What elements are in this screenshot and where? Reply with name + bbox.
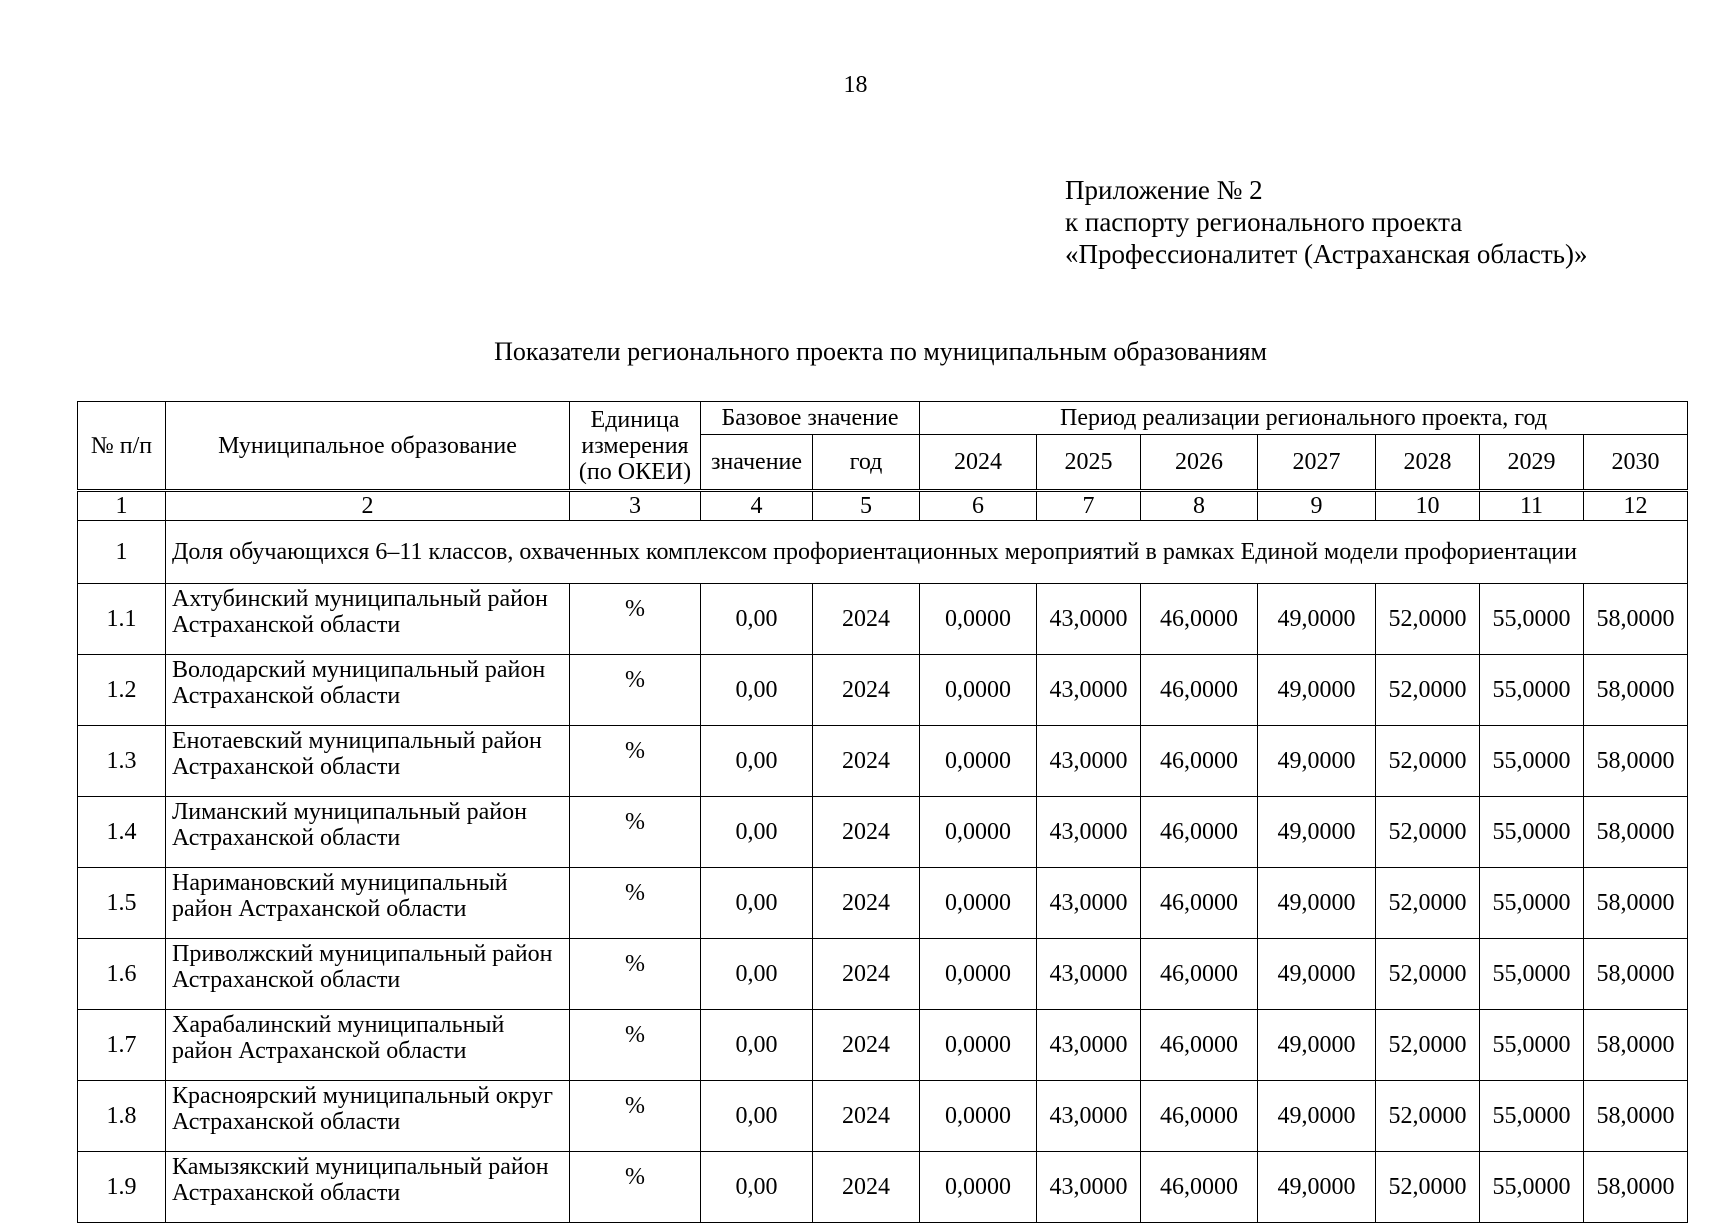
row-year-value: 43,0000 [1037, 868, 1141, 939]
row-year-value: 49,0000 [1258, 1152, 1376, 1223]
row-unit: % [570, 726, 701, 797]
row-year-value: 52,0000 [1376, 726, 1480, 797]
row-year-value: 58,0000 [1584, 726, 1688, 797]
annex-block [1065, 174, 1587, 270]
table-row [78, 1010, 1688, 1081]
row-num: 1.7 [78, 1010, 166, 1081]
row-base-value: 0,00 [701, 797, 813, 868]
row-year-value: 0,0000 [920, 1010, 1037, 1081]
row-year-value: 49,0000 [1258, 797, 1376, 868]
col-number: 6 [920, 491, 1037, 521]
row-year-value: 46,0000 [1141, 868, 1258, 939]
row-unit: % [570, 1010, 701, 1081]
page-number: 18 [843, 72, 868, 98]
col-number: 10 [1376, 491, 1480, 521]
row-year-value: 43,0000 [1037, 1081, 1141, 1152]
table-row [78, 1081, 1688, 1152]
table-row [78, 1152, 1688, 1223]
col-number: 7 [1037, 491, 1141, 521]
row-year-value: 55,0000 [1480, 726, 1584, 797]
row-municipality: Наримановский муниципальный район Астраханской области [166, 868, 570, 939]
col-number: 1 [78, 491, 166, 521]
row-unit: % [570, 1081, 701, 1152]
row-year-value: 0,0000 [920, 584, 1037, 655]
row-year-value: 52,0000 [1376, 1081, 1480, 1152]
row-unit: % [570, 584, 701, 655]
row-year-value: 55,0000 [1480, 868, 1584, 939]
row-year-value: 58,0000 [1584, 939, 1688, 1010]
row-base-value: 0,00 [701, 868, 813, 939]
header-year-2029: 2029 [1480, 435, 1584, 491]
section-num: 1 [78, 521, 166, 584]
row-year-value: 0,0000 [920, 797, 1037, 868]
row-base-year: 2024 [813, 584, 920, 655]
row-year-value: 43,0000 [1037, 584, 1141, 655]
row-num: 1.1 [78, 584, 166, 655]
row-year-value: 52,0000 [1376, 868, 1480, 939]
header-base-year: год [813, 435, 920, 491]
table-row [78, 797, 1688, 868]
row-year-value: 43,0000 [1037, 1010, 1141, 1081]
col-number: 5 [813, 491, 920, 521]
table-row [78, 939, 1688, 1010]
row-year-value: 46,0000 [1141, 1010, 1258, 1081]
row-unit: % [570, 868, 701, 939]
row-base-value: 0,00 [701, 1010, 813, 1081]
row-year-value: 55,0000 [1480, 1152, 1584, 1223]
row-base-year: 2024 [813, 726, 920, 797]
row-year-value: 0,0000 [920, 655, 1037, 726]
column-numbers-row [78, 491, 1688, 521]
row-year-value: 58,0000 [1584, 1081, 1688, 1152]
row-year-value: 43,0000 [1037, 726, 1141, 797]
indicators-table [77, 401, 1688, 1223]
row-year-value: 49,0000 [1258, 584, 1376, 655]
annex-line-3: «Профессионалитет (Астраханская область)» [1065, 239, 1588, 269]
row-base-value: 0,00 [701, 1081, 813, 1152]
row-base-value: 0,00 [701, 939, 813, 1010]
header-year-2030: 2030 [1584, 435, 1688, 491]
row-base-year: 2024 [813, 868, 920, 939]
row-base-value: 0,00 [701, 584, 813, 655]
col-number: 3 [570, 491, 701, 521]
row-unit: % [570, 1152, 701, 1223]
row-year-value: 58,0000 [1584, 1152, 1688, 1223]
row-year-value: 58,0000 [1584, 655, 1688, 726]
header-base: Базовое значение [701, 402, 920, 435]
row-year-value: 43,0000 [1037, 797, 1141, 868]
row-unit: % [570, 939, 701, 1010]
row-year-value: 49,0000 [1258, 868, 1376, 939]
row-year-value: 49,0000 [1258, 939, 1376, 1010]
table-row [78, 655, 1688, 726]
row-base-year: 2024 [813, 1081, 920, 1152]
header-year-2028: 2028 [1376, 435, 1480, 491]
row-base-year: 2024 [813, 1010, 920, 1081]
row-year-value: 43,0000 [1037, 655, 1141, 726]
row-year-value: 46,0000 [1141, 726, 1258, 797]
row-year-value: 55,0000 [1480, 584, 1584, 655]
table-row [78, 584, 1688, 655]
row-year-value: 49,0000 [1258, 655, 1376, 726]
row-base-year: 2024 [813, 797, 920, 868]
row-year-value: 46,0000 [1141, 584, 1258, 655]
row-year-value: 0,0000 [920, 1081, 1037, 1152]
header-period: Период реализации регионального проекта, год [920, 402, 1688, 435]
row-year-value: 52,0000 [1376, 1010, 1480, 1081]
row-num: 1.2 [78, 655, 166, 726]
row-year-value: 0,0000 [920, 868, 1037, 939]
row-municipality: Приволжский муниципальный район Астраханской области [166, 939, 570, 1010]
row-year-value: 58,0000 [1584, 584, 1688, 655]
header-unit: Единица измерения (по ОКЕИ) [570, 402, 701, 491]
row-year-value: 43,0000 [1037, 939, 1141, 1010]
document-title: Показатели регионального проекта по муниципальным образованиям [494, 337, 1267, 366]
row-municipality: Лиманский муниципальный район Астраханской области [166, 797, 570, 868]
row-num: 1.4 [78, 797, 166, 868]
header-base-value: значение [701, 435, 813, 491]
table-row [78, 726, 1688, 797]
header-municipality: Муниципальное образование [166, 402, 570, 491]
row-base-year: 2024 [813, 655, 920, 726]
row-base-value: 0,00 [701, 726, 813, 797]
row-unit: % [570, 797, 701, 868]
row-year-value: 52,0000 [1376, 584, 1480, 655]
col-number: 8 [1141, 491, 1258, 521]
row-year-value: 58,0000 [1584, 797, 1688, 868]
row-year-value: 0,0000 [920, 726, 1037, 797]
col-number: 12 [1584, 491, 1688, 521]
row-base-value: 0,00 [701, 1152, 813, 1223]
row-municipality: Камызякский муниципальный район Астраханской области [166, 1152, 570, 1223]
section-row [78, 521, 1688, 584]
row-year-value: 0,0000 [920, 1152, 1037, 1223]
row-year-value: 46,0000 [1141, 1152, 1258, 1223]
header-year-2026: 2026 [1141, 435, 1258, 491]
table-row [78, 868, 1688, 939]
row-year-value: 49,0000 [1258, 1081, 1376, 1152]
row-municipality: Енотаевский муниципальный район Астраханской области [166, 726, 570, 797]
row-num: 1.6 [78, 939, 166, 1010]
row-year-value: 55,0000 [1480, 939, 1584, 1010]
col-number: 4 [701, 491, 813, 521]
row-year-value: 58,0000 [1584, 868, 1688, 939]
row-base-year: 2024 [813, 1152, 920, 1223]
col-number: 9 [1258, 491, 1376, 521]
row-year-value: 43,0000 [1037, 1152, 1141, 1223]
row-num: 1.3 [78, 726, 166, 797]
row-year-value: 52,0000 [1376, 939, 1480, 1010]
header-year-2024: 2024 [920, 435, 1037, 491]
row-year-value: 55,0000 [1480, 797, 1584, 868]
header-year-2027: 2027 [1258, 435, 1376, 491]
row-year-value: 52,0000 [1376, 1152, 1480, 1223]
row-year-value: 49,0000 [1258, 1010, 1376, 1081]
header-year-2025: 2025 [1037, 435, 1141, 491]
row-year-value: 58,0000 [1584, 1010, 1688, 1081]
col-number: 11 [1480, 491, 1584, 521]
row-year-value: 55,0000 [1480, 1081, 1584, 1152]
col-number: 2 [166, 491, 570, 521]
header-num: № п/п [78, 402, 166, 491]
row-year-value: 49,0000 [1258, 726, 1376, 797]
row-year-value: 46,0000 [1141, 939, 1258, 1010]
row-base-year: 2024 [813, 939, 920, 1010]
row-num: 1.8 [78, 1081, 166, 1152]
row-year-value: 46,0000 [1141, 797, 1258, 868]
row-municipality: Ахтубинский муниципальный район Астраханской области [166, 584, 570, 655]
row-num: 1.9 [78, 1152, 166, 1223]
row-year-value: 46,0000 [1141, 655, 1258, 726]
row-year-value: 55,0000 [1480, 1010, 1584, 1081]
row-year-value: 0,0000 [920, 939, 1037, 1010]
row-year-value: 46,0000 [1141, 1081, 1258, 1152]
row-year-value: 55,0000 [1480, 655, 1584, 726]
row-unit: % [570, 655, 701, 726]
row-num: 1.5 [78, 868, 166, 939]
row-municipality: Красноярский муниципальный округ Астраханской области [166, 1081, 570, 1152]
row-base-value: 0,00 [701, 655, 813, 726]
annex-line-2: к паспорту регионального проекта [1065, 207, 1463, 237]
section-title: Доля обучающихся 6–11 классов, охваченных комплексом профориентационных мероприятий в рамках Единой модели профориентации [166, 521, 1688, 584]
row-year-value: 52,0000 [1376, 655, 1480, 726]
row-municipality: Володарский муниципальный район Астраханской области [166, 655, 570, 726]
row-municipality: Харабалинский муниципальный район Астраханской области [166, 1010, 570, 1081]
row-year-value: 52,0000 [1376, 797, 1480, 868]
annex-line-1: Приложение № 2 [1065, 175, 1263, 205]
